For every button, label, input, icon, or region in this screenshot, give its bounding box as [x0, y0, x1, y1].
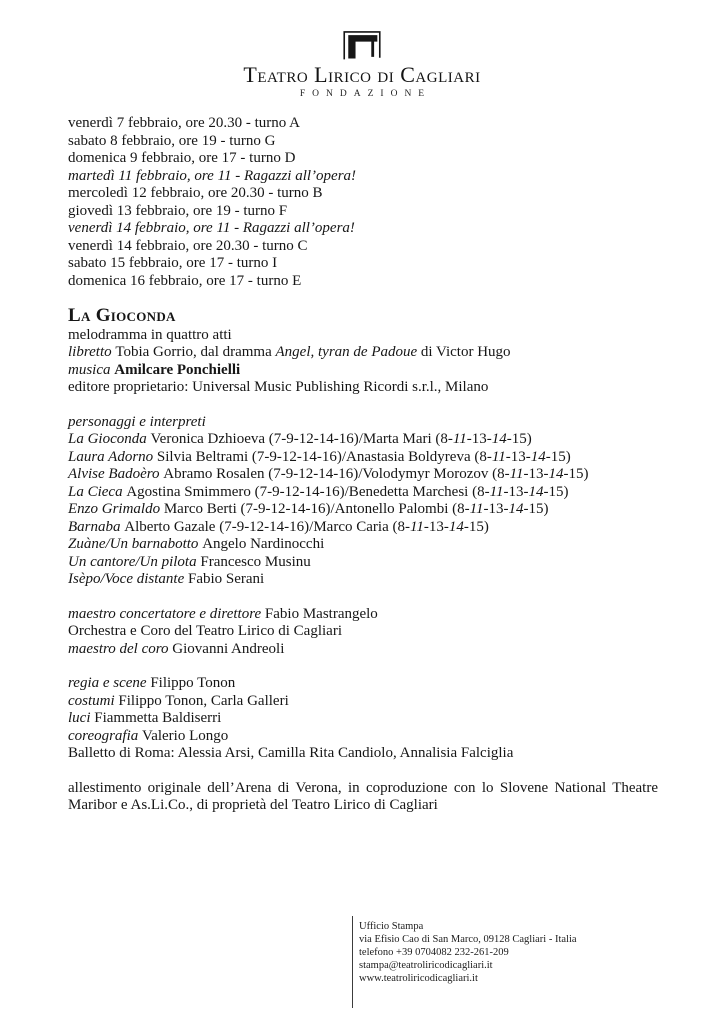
text-segment: Valerio Longo: [142, 727, 229, 744]
text-line: [68, 220, 658, 238]
text-segment: -15): [543, 483, 569, 500]
text-line: [68, 255, 658, 273]
text-segment: sabato 15 febbraio, ore 17 - turno I: [68, 255, 278, 271]
text-segment: Fabio Serani: [187, 571, 265, 587]
text-segment: martedì 11 febbraio, ore 11 - Ragazzi all’opera!: [68, 167, 357, 184]
text-line: [68, 203, 658, 221]
text-segment: -15): [563, 466, 589, 482]
text-line: [68, 327, 658, 345]
text-line: [68, 623, 658, 641]
text-segment: Laura Adorno: [68, 448, 157, 465]
text-segment: stampa@teatroliricodicagliari.it: [359, 960, 493, 971]
text-segment: Balletto di Roma: Alessia Arsi, Camilla Rita Candiolo, Annalisia Falciglia: [68, 745, 514, 761]
text-segment: La Cieca: [68, 483, 127, 500]
text-segment: luci: [68, 710, 95, 726]
text-line: [68, 414, 658, 432]
text-segment: 14: [548, 466, 564, 482]
text-segment: Francesco Musinu: [200, 553, 311, 570]
text-segment: Fabio Mastrangelo: [264, 605, 378, 622]
text-segment: 11: [509, 466, 524, 482]
text-line: [68, 710, 658, 728]
text-segment: coreografia: [68, 727, 143, 744]
text-line: [359, 920, 577, 933]
text-segment: Orchestra e Coro del Teatro Lirico di Cagliari: [68, 623, 342, 639]
text-line: [68, 150, 658, 168]
text-segment: Alberto Gazale (7-9-12-14-16)/Marco Caria (8-: [124, 518, 410, 535]
text-segment: La Gioconda: [68, 431, 151, 447]
text-line: [68, 745, 658, 763]
press-office-footer: [352, 916, 577, 1008]
text-line: [68, 307, 658, 327]
text-line: [68, 431, 658, 449]
text-segment: -15): [463, 518, 489, 535]
text-segment: -15): [523, 501, 549, 517]
text-segment: -13-: [503, 483, 529, 500]
text-line: [68, 466, 658, 484]
text-line: [359, 972, 577, 985]
text-segment: Alvise Badoèro: [68, 466, 164, 482]
text-segment: 14: [491, 431, 507, 447]
text-segment: libretto: [68, 344, 116, 360]
text-segment: 11: [489, 483, 504, 500]
text-segment: -15): [545, 448, 571, 465]
text-segment: Un cantore/Un pilota: [68, 553, 201, 570]
production-header: [68, 307, 658, 397]
text-segment: melodramma in quattro atti: [68, 326, 232, 343]
text-line: [68, 536, 658, 554]
text-line: [359, 959, 577, 972]
text-segment: venerdì 14 febbraio, ore 20.30 - turno C: [68, 237, 308, 254]
text-segment: -13-: [523, 466, 549, 482]
text-segment: musica: [68, 361, 115, 378]
text-segment: maestro concertatore e direttore: [68, 605, 265, 622]
text-segment: 11: [491, 448, 506, 465]
text-segment: 11: [469, 501, 484, 517]
text-segment: Isèpo/Voce distante: [68, 571, 188, 587]
text-segment: venerdì 7 febbraio, ore 20.30 - turno A: [68, 115, 301, 131]
text-segment: sabato 8 febbraio, ore 19 - turno G: [68, 132, 276, 149]
text-line: [68, 519, 658, 537]
text-segment: Abramo Rosalen (7-9-12-14-16)/Volodymyr Morozov (8-: [163, 466, 510, 482]
text-segment: domenica 16 febbraio, ore 17 - turno E: [68, 272, 302, 289]
creative-team: [68, 675, 658, 763]
text-line: [68, 675, 658, 693]
text-line: [68, 484, 658, 502]
text-segment: 11: [452, 431, 467, 447]
text-segment: 11: [409, 518, 424, 535]
text-segment: personaggi e interpreti: [68, 413, 206, 430]
cast-list: [68, 414, 658, 589]
text-segment: Enzo Grimaldo: [68, 501, 164, 517]
text-line: [68, 273, 658, 291]
text-line: [68, 641, 658, 659]
text-line: [68, 501, 658, 519]
text-line: [68, 728, 658, 746]
text-segment: 14: [528, 483, 544, 500]
logo-subtitle: FONDAZIONE: [299, 89, 432, 99]
text-segment: venerdì 14 febbraio, ore 11 - Ragazzi all’opera!: [68, 220, 355, 236]
text-segment: 14: [530, 448, 546, 465]
text-line: [68, 379, 658, 397]
text-segment: -15): [506, 431, 532, 447]
text-segment: Filippo Tonon, Carla Galleri: [118, 692, 289, 709]
text-segment: Angel, tyran de Padoue: [275, 344, 418, 360]
text-segment: -13-: [505, 448, 531, 465]
text-line: [68, 238, 658, 256]
text-segment: Tobia Gorrio, dal dramma: [115, 344, 276, 360]
text-line: [68, 693, 658, 711]
text-line: [68, 554, 658, 572]
text-segment: 14: [508, 501, 524, 517]
text-segment: editore proprietario: Universal Music Publishing Ricordi s.r.l., Milano: [68, 379, 489, 395]
text-line: [68, 571, 658, 589]
musical-staff: [68, 606, 658, 659]
text-line: [359, 946, 577, 959]
proscenium-arch-icon: [341, 26, 383, 62]
text-line: [68, 133, 658, 151]
text-segment: maestro del coro: [68, 640, 173, 657]
text-line: [68, 606, 658, 624]
logo-title: Teatro Lirico di Cagliari: [243, 62, 481, 87]
text-segment: -13-: [483, 501, 509, 517]
text-line: [68, 344, 658, 362]
text-segment: Ufficio Stampa: [359, 921, 424, 932]
text-line: [68, 185, 658, 203]
text-segment: Angelo Nardinocchi: [202, 536, 325, 552]
text-segment: Giovanni Andreoli: [172, 640, 285, 657]
text-segment: via Efisio Cao di San Marco, 09128 Cagliari - Italia: [359, 934, 577, 945]
text-segment: Silvia Beltrami (7-9-12-14-16)/Anastasia Boldyreva (8-: [156, 448, 492, 465]
text-line: [68, 362, 658, 380]
production-note: allestimento originale dell’Arena di Verona, in coproduzione con lo Slovene National Theatre Maribor e As.Li.Co., di proprietà del Teatro Lirico di Cagliari: [68, 779, 658, 813]
text-segment: Barnaba: [68, 518, 125, 535]
text-segment: Zuàne/Un barnabotto: [68, 536, 203, 552]
text-segment: costumi: [68, 692, 119, 709]
text-segment: mercoledì 12 febbraio, ore 20.30 - turno B: [68, 185, 323, 201]
text-segment: -13-: [423, 518, 449, 535]
text-line: [68, 115, 658, 133]
performance-schedule: [68, 115, 658, 290]
text-segment: regia e scene: [68, 675, 151, 691]
text-segment: -13-: [466, 431, 492, 447]
text-line: [359, 933, 577, 946]
letterhead: [0, 0, 724, 100]
text-segment: di Victor Hugo: [417, 344, 511, 360]
text-segment: 14: [448, 518, 464, 535]
text-line: [68, 168, 658, 186]
text-segment: giovedì 13 febbraio, ore 19 - turno F: [68, 202, 288, 219]
text-segment: domenica 9 febbraio, ore 17 - turno D: [68, 150, 296, 166]
text-segment: Fiammetta Baldiserri: [94, 710, 222, 726]
text-line: [68, 449, 658, 467]
text-segment: telefono +39 0704082 232-261-209: [359, 947, 509, 958]
document-body: [68, 115, 658, 815]
text-segment: www.teatroliricodicagliari.it: [359, 973, 478, 984]
text-segment: Amilcare Ponchielli: [114, 361, 241, 378]
text-segment: La Gioconda: [68, 305, 176, 326]
text-segment: Veronica Dzhioeva (7-9-12-14-16)/Marta Mari (8-: [150, 431, 453, 447]
text-segment: Filippo Tonon: [150, 675, 236, 691]
text-segment: Agostina Smimmero (7-9-12-14-16)/Benedetta Marchesi (8-: [126, 483, 490, 500]
text-segment: Marco Berti (7-9-12-14-16)/Antonello Palombi (8-: [163, 501, 470, 517]
